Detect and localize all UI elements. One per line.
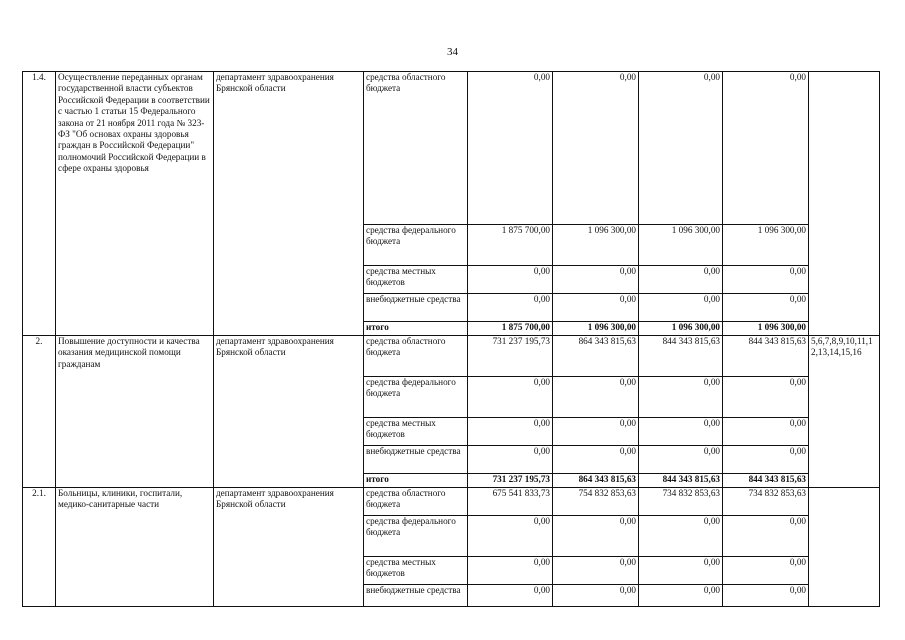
funding-source: внебюджетные средства — [364, 585, 468, 607]
amount-year-4: 844 343 815,63 — [723, 474, 809, 488]
amount-year-2: 0,00 — [553, 585, 639, 607]
amount-year-4: 844 343 815,63 — [723, 336, 809, 377]
amount-year-3: 0,00 — [639, 266, 723, 294]
amount-year-4: 1 096 300,00 — [723, 225, 809, 266]
table-row — [23, 336, 880, 377]
amount-year-2: 1 096 300,00 — [553, 225, 639, 266]
amount-year-4: 0,00 — [723, 266, 809, 294]
amount-year-3: 0,00 — [639, 446, 723, 474]
amount-year-1: 675 541 833,73 — [468, 488, 553, 516]
amount-year-3: 0,00 — [639, 294, 723, 322]
measure-title: Осуществление переданных органам государственной власти субъектов Российской Федерации в соответствии с частью 1 статьи 15 Федерального закона от 21 ноября 2011 года № 323-ФЗ "Об основах охраны здоровья граждан в Российской Федерации" полномочий Российской Федерации в сфере охраны здоровья — [56, 72, 214, 336]
amount-year-2: 754 832 853,63 — [553, 488, 639, 516]
amount-year-4: 0,00 — [723, 294, 809, 322]
amount-year-3: 734 832 853,63 — [639, 488, 723, 516]
funding-source: итого — [364, 322, 468, 336]
amount-year-3: 0,00 — [639, 377, 723, 418]
funding-source: средства областного бюджета — [364, 336, 468, 377]
amount-year-2: 0,00 — [553, 266, 639, 294]
amount-year-3: 0,00 — [639, 72, 723, 225]
amount-year-2: 864 343 815,63 — [553, 474, 639, 488]
amount-year-1: 0,00 — [468, 446, 553, 474]
amount-year-1: 0,00 — [468, 266, 553, 294]
funding-source: средства областного бюджета — [364, 72, 468, 225]
amount-year-2: 1 096 300,00 — [553, 322, 639, 336]
amount-year-1: 1 875 700,00 — [468, 322, 553, 336]
budget-table — [22, 71, 880, 607]
amount-year-2: 0,00 — [553, 418, 639, 446]
amount-year-2: 0,00 — [553, 446, 639, 474]
amount-year-4: 0,00 — [723, 446, 809, 474]
row-number: 2. — [23, 336, 56, 488]
amount-year-2: 0,00 — [553, 294, 639, 322]
amount-year-1: 731 237 195,73 — [468, 336, 553, 377]
amount-year-1: 1 875 700,00 — [468, 225, 553, 266]
amount-year-3: 0,00 — [639, 516, 723, 557]
amount-year-3: 0,00 — [639, 557, 723, 585]
amount-year-1: 731 237 195,73 — [468, 474, 553, 488]
amount-year-3: 0,00 — [639, 418, 723, 446]
funding-source: внебюджетные средства — [364, 446, 468, 474]
amount-year-3: 844 343 815,63 — [639, 336, 723, 377]
measure-title: Повышение доступности и качества оказания медицинской помощи гражданам — [56, 336, 214, 488]
funding-source: средства федерального бюджета — [364, 516, 468, 557]
funding-source: средства федерального бюджета — [364, 225, 468, 266]
funding-source: средства местных бюджетов — [364, 266, 468, 294]
amount-year-1: 0,00 — [468, 585, 553, 607]
funding-source: внебюджетные средства — [364, 294, 468, 322]
indicator-numbers: 5,6,7,8,9,10,11,12,13,14,15,16 — [809, 336, 880, 488]
amount-year-4: 0,00 — [723, 418, 809, 446]
funding-source: средства местных бюджетов — [364, 557, 468, 585]
amount-year-2: 0,00 — [553, 557, 639, 585]
executor: департамент здравоохранения Брянской области — [214, 488, 364, 607]
row-number: 1.4. — [23, 72, 56, 336]
executor: департамент здравоохранения Брянской области — [214, 336, 364, 488]
funding-source: средства областного бюджета — [364, 488, 468, 516]
indicator-numbers — [809, 72, 880, 336]
indicator-numbers — [809, 488, 880, 607]
amount-year-1: 0,00 — [468, 72, 553, 225]
amount-year-1: 0,00 — [468, 516, 553, 557]
amount-year-4: 0,00 — [723, 72, 809, 225]
amount-year-2: 0,00 — [553, 516, 639, 557]
amount-year-4: 0,00 — [723, 585, 809, 607]
amount-year-1: 0,00 — [468, 294, 553, 322]
amount-year-1: 0,00 — [468, 377, 553, 418]
amount-year-4: 0,00 — [723, 516, 809, 557]
measure-title: Больницы, клиники, госпитали, медико-санитарные части — [56, 488, 214, 607]
amount-year-1: 0,00 — [468, 557, 553, 585]
table-row — [23, 488, 880, 516]
amount-year-4: 0,00 — [723, 557, 809, 585]
amount-year-4: 734 832 853,63 — [723, 488, 809, 516]
amount-year-3: 1 096 300,00 — [639, 225, 723, 266]
amount-year-2: 864 343 815,63 — [553, 336, 639, 377]
amount-year-3: 0,00 — [639, 585, 723, 607]
amount-year-3: 844 343 815,63 — [639, 474, 723, 488]
amount-year-2: 0,00 — [553, 377, 639, 418]
row-number: 2.1. — [23, 488, 56, 607]
executor: департамент здравоохранения Брянской области — [214, 72, 364, 336]
amount-year-2: 0,00 — [553, 72, 639, 225]
amount-year-4: 0,00 — [723, 377, 809, 418]
funding-source: средства местных бюджетов — [364, 418, 468, 446]
funding-source: итого — [364, 474, 468, 488]
table-row — [23, 72, 880, 225]
amount-year-3: 1 096 300,00 — [639, 322, 723, 336]
page-number: 34 — [447, 46, 458, 58]
amount-year-4: 1 096 300,00 — [723, 322, 809, 336]
funding-source: средства федерального бюджета — [364, 377, 468, 418]
amount-year-1: 0,00 — [468, 418, 553, 446]
